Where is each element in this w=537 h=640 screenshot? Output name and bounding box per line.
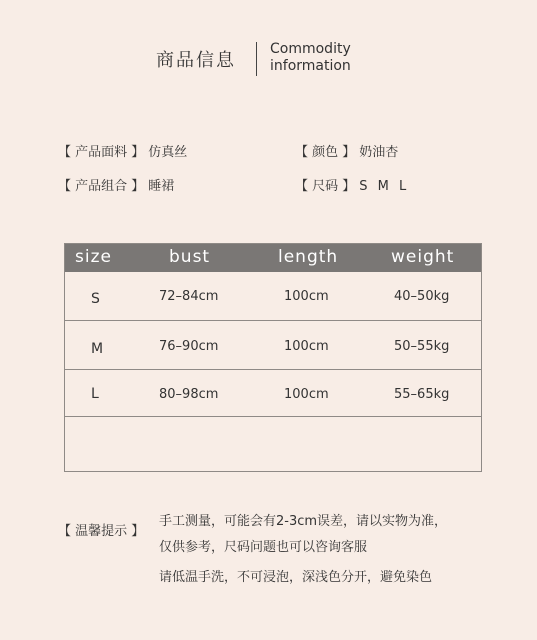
tip-line: 请低温手洗，不可浸泡，深浅色分开，避免染色 [159, 570, 433, 585]
size-table [64, 243, 482, 472]
header-bust: bust [169, 247, 211, 267]
attr-fabric [58, 141, 187, 160]
attr-value: S M L [359, 179, 410, 194]
cell-bust: 80–98cm [159, 387, 219, 402]
section-title-en [270, 41, 351, 75]
cell-bust: 72–84cm [159, 289, 219, 304]
cell-length: 100cm [284, 289, 329, 304]
attr-combination [58, 175, 174, 194]
cell-size: L [91, 386, 99, 402]
tip-line: 仅供参考，尺码问题也可以咨询客服 [159, 540, 368, 555]
cell-size: M [91, 341, 104, 357]
cell-bust: 76–90cm [159, 339, 219, 354]
table-row [65, 370, 481, 416]
title-en-line2: information [270, 58, 351, 74]
attr-value: 睡裙 [148, 179, 175, 194]
attr-key: 【 产品面料 】 [58, 145, 145, 160]
table-row [65, 321, 481, 369]
cell-weight: 50–55kg [394, 339, 450, 354]
table-row [65, 272, 481, 320]
tip-line: 手工测量，可能会有2-3cm误差，请以实物为准， [159, 514, 448, 529]
title-en-line1: Commodity [270, 41, 351, 57]
section-title-cn: 商品信息 [156, 50, 236, 71]
cell-weight: 55–65kg [394, 387, 450, 402]
title-divider [256, 42, 257, 76]
attr-key: 【 产品组合 】 [58, 179, 145, 194]
header-length: length [278, 247, 339, 267]
section-header [0, 38, 537, 78]
table-header [65, 244, 481, 272]
cell-weight: 40–50kg [394, 289, 450, 304]
attr-key: 【 尺码 】 [295, 179, 356, 194]
attr-key: 【 颜色 】 [295, 145, 356, 160]
cell-length: 100cm [284, 339, 329, 354]
attr-size [295, 175, 409, 194]
attr-color [295, 141, 398, 160]
attr-value: 奶油杏 [359, 145, 399, 160]
cell-length: 100cm [284, 387, 329, 402]
attr-value: 仿真丝 [148, 145, 188, 160]
header-weight: weight [391, 247, 455, 267]
cell-size: S [91, 291, 100, 307]
header-size: size [75, 247, 112, 267]
tips-label: 【 温馨提示 】 [58, 524, 145, 539]
table-row-empty [65, 417, 481, 471]
